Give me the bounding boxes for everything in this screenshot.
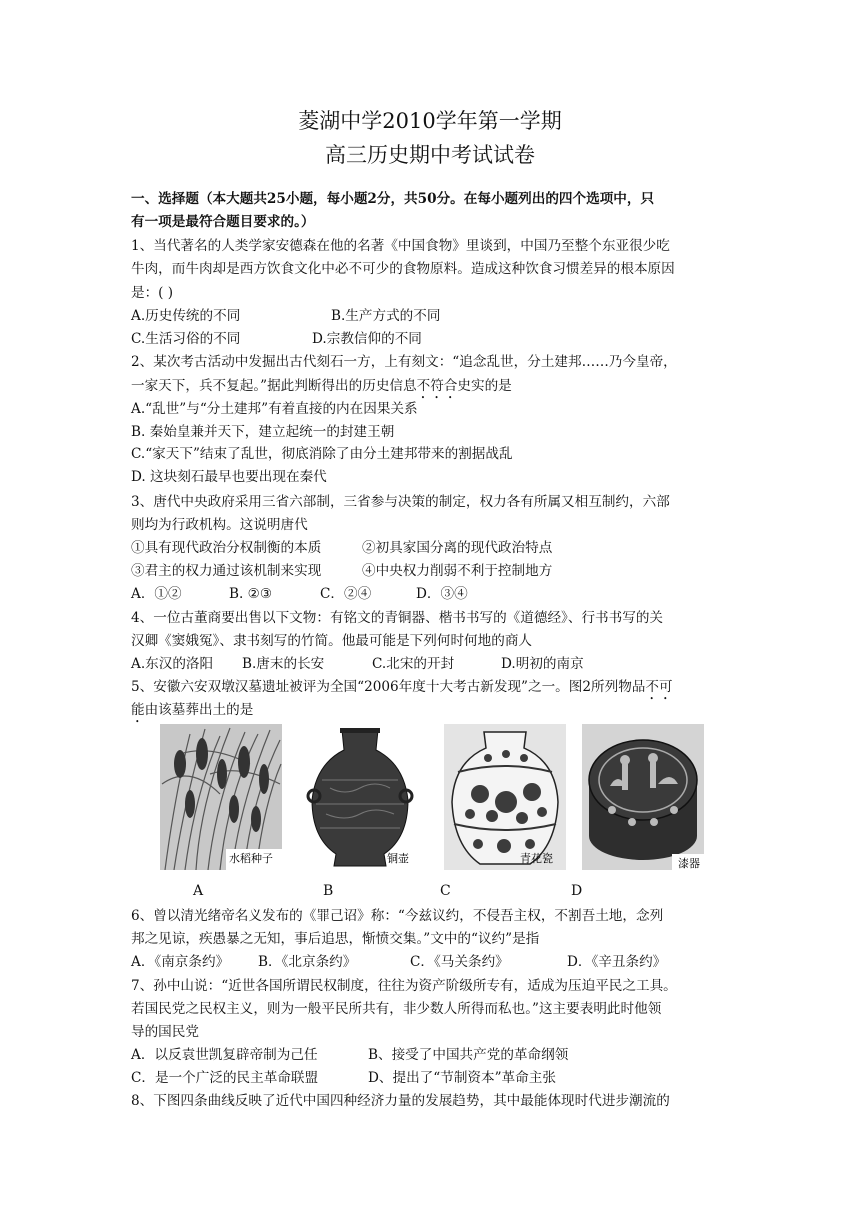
q2-option-b: B. 秦始皇兼并天下，建立起统一的封建王朝 (131, 424, 395, 440)
q1-stem-3: 是：( ) (131, 285, 174, 301)
q6-option-b: B．《北京条约》 (258, 954, 357, 970)
q6-option-a: A．《南京条约》 (131, 954, 230, 970)
lacquerware-photo (582, 724, 704, 870)
q1-stem: 1、当代著名的人类学家安德森在他的名著《中国食物》里谈到，中国乃至整个东亚很少吃 (131, 238, 670, 254)
q7-option-a: A．以反袁世凯复辟帝制为己任 (131, 1047, 318, 1063)
q1-option-c: C.生活习俗的不同 (131, 331, 241, 347)
q3-option-d: D．③④ (416, 586, 468, 602)
q3-statement-4: ④中央权力削弱不利于控制地方 (362, 563, 553, 579)
q6-stem-2: 邦之见谅，疾愚暴之无知，事后追思，惭愤交集。”文中的“议约”是指 (131, 931, 540, 947)
q7-stem-3: 导的国民党 (131, 1024, 199, 1040)
q4-stem: 4、一位古董商要出售以下文物：有铭文的青铜器、楷书书写的《道德经》、行书书写的关 (131, 610, 664, 626)
q3-statement-2: ②初具家国分离的现代政治特点 (362, 540, 553, 556)
q2-stem-pre: 一家天下，兵不复起。”据此判断得出的历史信息 (131, 378, 417, 394)
q3-option-a: A．①② (131, 586, 182, 602)
q3-option-b: B. ②③ (229, 586, 273, 602)
q7-option-d: D、提出了“节制资本”革命主张 (368, 1070, 556, 1086)
caption-lacquerware: 漆器 (678, 857, 700, 870)
q2-option-d: D. 这块刻石最早也要出现在秦代 (131, 469, 327, 485)
q2-stem: 2、某次考古活动中发掘出古代刻石一方，上有刻文：“追念乱世，分土建邦……乃今皇帝， (131, 354, 677, 370)
q2-option-c: C.“家天下”结束了乱世，彻底消除了由分土建邦带来的割据战乱 (131, 446, 513, 462)
q6-option-c: C．《马关条约》 (410, 954, 509, 970)
section-heading: 一、选择题（本大题共25小题，每小题2分，共50分。在每小题列出的四个选项中，只 (131, 191, 655, 207)
q4-option-a: A.东汉的洛阳 (131, 656, 214, 672)
q4-option-b: B.唐末的长安 (242, 656, 325, 672)
q3-option-c: C．②④ (320, 586, 372, 602)
q3-stem-2: 则均为行政机构。这说明唐代 (131, 517, 308, 533)
image-label-d: D (571, 883, 583, 899)
rice-seeds-photo (160, 724, 282, 870)
q2-emphasis: 不符合 (416, 378, 458, 394)
q1-option-b: B.生产方式的不同 (331, 308, 441, 324)
image-label-c: C (440, 883, 451, 899)
q6-stem: 6、曾以清光绪帝名义发布的《罪己诏》称：“今兹议约，不侵吾主权，不割吾土地，念列 (131, 908, 664, 924)
section-heading-cont: 有一项是最符合题目要求的。） (131, 214, 315, 230)
page-title-line-1: 菱湖中学2010学年第一学期 (298, 109, 562, 133)
q2-stem-post: 史实的是 (457, 378, 512, 394)
q5-emphasis-a: 不可 (645, 679, 673, 695)
page-title-line-2: 高三历史期中考试试卷 (325, 143, 535, 167)
q8-stem: 8、下图四条曲线反映了近代中国四种经济力量的发展趋势，其中最能体现时代进步潮流的 (131, 1093, 670, 1109)
q5-stem-post: 由该墓葬出土的是 (144, 702, 254, 718)
q3-stem: 3、唐代中央政府采用三省六部制，三省参与决策的制定，权力各有所属又相互制约，六部 (131, 494, 670, 510)
q4-stem-2: 汉卿《窦娥冤》、隶书刻写的竹简。他最可能是下列何时何地的商人 (131, 633, 533, 649)
porcelain-jar-photo (444, 724, 566, 870)
q7-stem-2: 若国民党之民权主义，则为一般平民所共有，非少数人所得而私也。”这主要表明此时他领 (131, 1001, 662, 1017)
q7-stem: 7、孙中山说：“近世各国所谓民权制度，往往为资产阶级所专有，适成为压迫平民之工具。 (131, 978, 677, 994)
q2-option-a: A.“乱世”与“分土建邦”有着直接的内在因果关系 (131, 401, 418, 417)
q1-stem-2: 牛肉，而牛肉却是西方饮食文化中必不可少的食物原料。造成这种饮食习惯差异的根本原因 (131, 261, 675, 277)
q5-emphasis-b: 能 (131, 702, 145, 718)
caption-bronze-pot: 铜壶 (387, 852, 409, 865)
image-label-a: A (193, 883, 204, 899)
caption-rice-seeds: 水稻种子 (229, 852, 273, 865)
q3-statement-3: ③君主的权力通过该机制来实现 (131, 563, 322, 579)
caption-porcelain: 青花瓷 (520, 852, 553, 865)
q4-option-d: D.明初的南京 (501, 656, 584, 672)
q5-stem-pre: 5、安徽六安双墩汉墓遗址被评为全国“2006年度十大考古新发现”之一。图2所列物品 (131, 679, 646, 695)
q7-option-c: C．是一个广泛的民主革命联盟 (131, 1070, 319, 1086)
q5-stem-2 (131, 700, 253, 726)
q3-statement-1: ①具有现代政治分权制衡的本质 (131, 540, 322, 556)
bronze-pot-photo (300, 724, 420, 870)
q6-option-d: D．《辛丑条约》 (567, 954, 667, 970)
q4-option-c: C.北宋的开封 (372, 656, 455, 672)
image-label-b: B (323, 883, 334, 899)
q1-option-d: D.宗教信仰的不同 (312, 331, 422, 347)
q1-option-a: A.历史传统的不同 (131, 308, 241, 324)
q7-option-b: B、接受了中国共产党的革命纲领 (368, 1047, 569, 1063)
